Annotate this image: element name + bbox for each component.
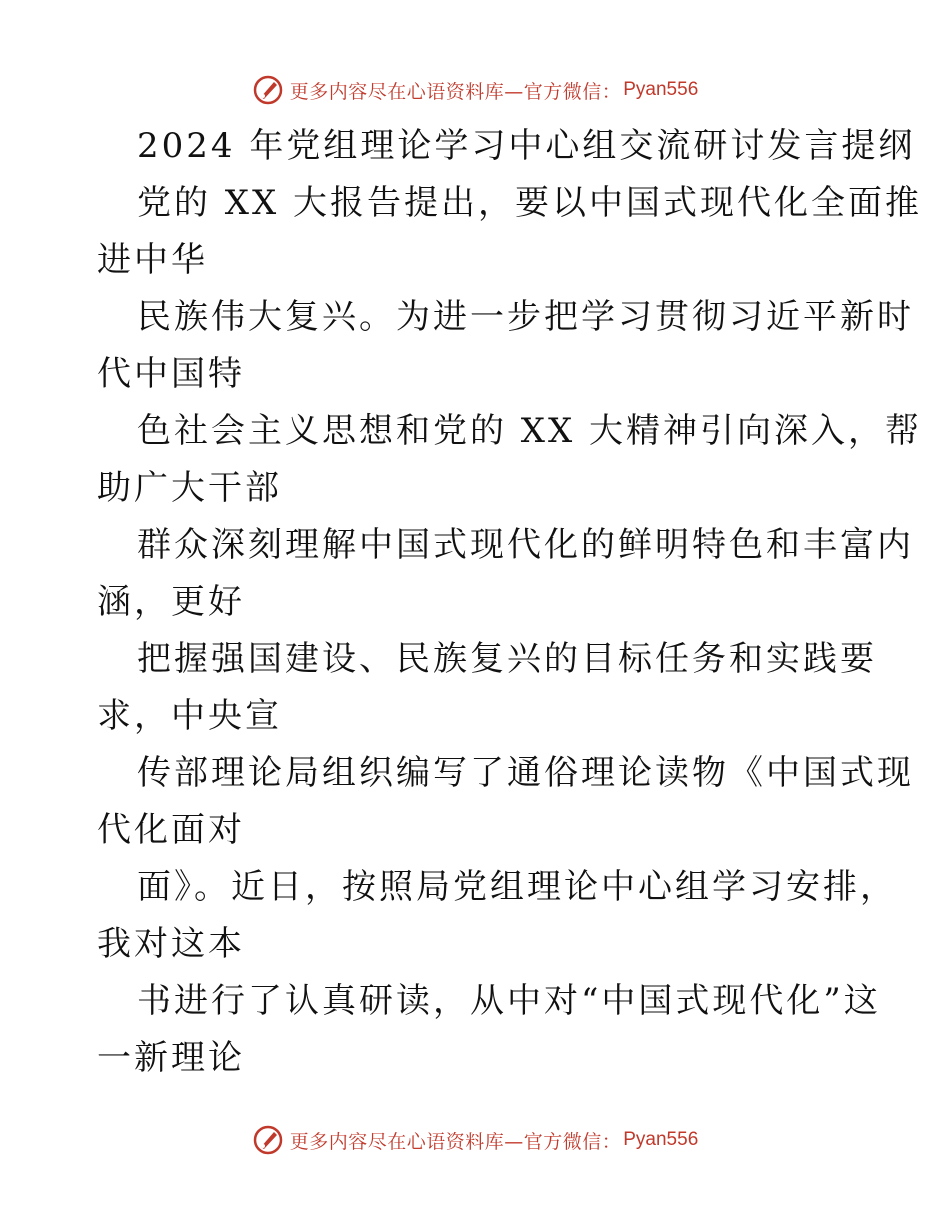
document-body: [97, 118, 923, 1087]
paragraph-line: 把握强国建设、民族复兴的目标任务和实践要: [137, 639, 877, 679]
paragraph-line: 群众深刻理解中国式现代化的鲜明特色和丰富内: [137, 525, 914, 565]
paragraph-line: 民族伟大复兴。为进一步把学习贯彻习近平新时: [137, 297, 914, 337]
paragraph-line: 色社会主义思想和党的 XX 大精神引向深入，帮: [137, 411, 923, 451]
watermark-account: Pyan556: [623, 79, 699, 100]
pen-logo-icon: [252, 74, 284, 106]
paragraph-line: 传部理论局组织编写了通俗理论读物《中国式现: [137, 753, 914, 793]
paragraph-line: 面》。近日，按照局党组理论中心组学习安排，: [137, 867, 897, 907]
paragraph-line: 我对这本: [97, 924, 245, 964]
watermark-text: 更多内容尽在心语资料库—官方微信：: [289, 80, 622, 103]
paragraph-line: 代化面对: [97, 810, 245, 850]
paragraph-line: 党的 XX 大报告提出，要以中国式现代化全面推: [137, 183, 923, 223]
paragraph-line: 书进行了认真研读，从中对“中国式现代化”这: [137, 981, 881, 1021]
pen-logo-icon: [252, 1124, 284, 1156]
paragraph-line: 一新理论: [97, 1038, 245, 1078]
watermark-account: Pyan556: [623, 1129, 699, 1150]
paragraph-line: 进中华: [97, 240, 208, 280]
paragraph-line: 涵，更好: [97, 582, 245, 622]
paragraph-line: 助广大干部: [97, 468, 282, 508]
paragraph-line: 求，中央宣: [97, 696, 282, 736]
paragraph-line: 代中国特: [97, 354, 245, 394]
watermark-header: [0, 70, 950, 110]
watermark-footer: [0, 1120, 950, 1160]
document-title: 2024 年党组理论学习中心组交流研讨发言提纲: [137, 126, 916, 166]
watermark-text: 更多内容尽在心语资料库—官方微信：: [289, 1130, 622, 1153]
